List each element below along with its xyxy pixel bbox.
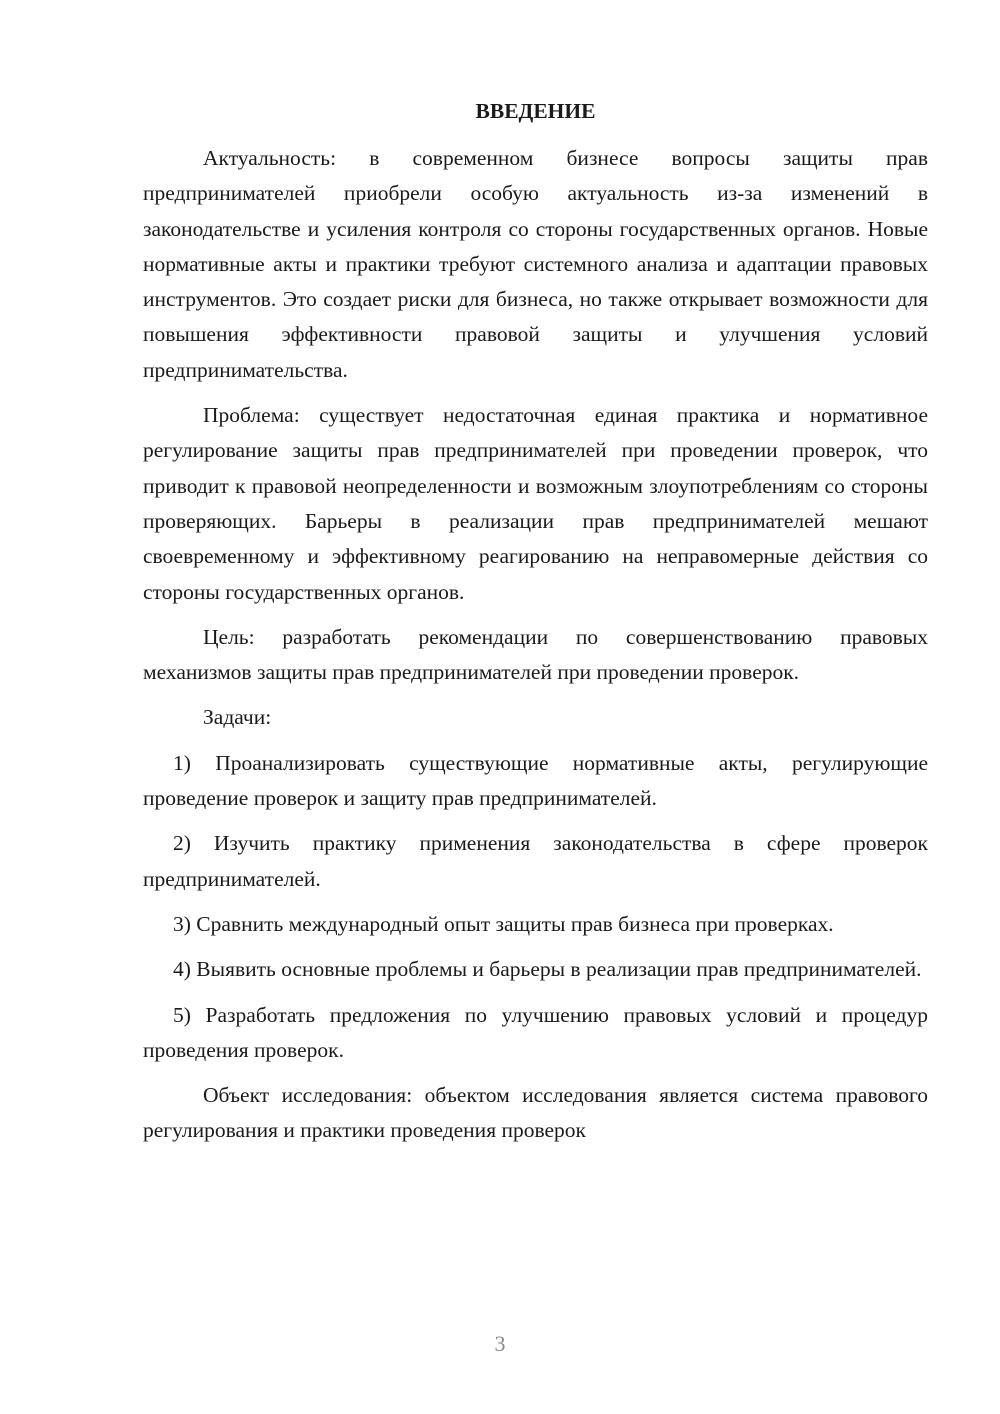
page-number: 3: [494, 1331, 506, 1356]
problem-paragraph: Проблема: существует недостаточная единая практика и нормативное регулирование защиты прав предпринимателей при проведении проверок, что приводит к правовой неопределенности и возможным злоупотреблениям со стороны проверяющих. Барьеры в реализации прав предпринимателей мешают своевременному и эффективному реагированию на неправомерные действия со стороны государственных органов.: [143, 403, 928, 604]
task-item-4: 4) Выявить основные проблемы и барьеры в реализации прав предпринимателей.: [173, 957, 922, 982]
task-item-1: 1) Проанализировать существующие нормативные акты, регулирующие проведение проверок и защиту прав предпринимателей.: [143, 750, 928, 811]
goal-paragraph: Цель: разработать рекомендации по совершенствованию правовых механизмов защиты прав предпринимателей при проведении проверок.: [143, 624, 928, 685]
relevance-paragraph: Актуальность: в современном бизнесе вопросы защиты прав предпринимателей приобрели особую актуальность из-за изменений в законодательстве и усиления контроля со стороны государственных органов. Новые нормативные акты и практики требуют системного анализа и адаптации правовых инструментов. Это создает риски для бизнеса, но также открывает возможности для повышения эффективности правовой защиты и улучшения условий предпринимательства.: [143, 146, 928, 382]
document-body: [143, 94, 928, 1159]
object-paragraph: Объект исследования: объектом исследования является система правового регулирования и практики проведения проверок: [143, 1083, 928, 1143]
task-item-3: 3) Сравнить международный опыт защиты прав бизнеса при проверках.: [173, 911, 834, 936]
section-heading: ВВЕДЕНИЕ: [475, 99, 596, 123]
task-item-2: 2) Изучить практику применения законодательства в сфере проверок предпринимателей.: [143, 831, 928, 891]
task-item-5: 5) Разработать предложения по улучшению правовых условий и процедур проведения проверок.: [143, 1002, 928, 1062]
tasks-label: Задачи:: [203, 705, 272, 730]
